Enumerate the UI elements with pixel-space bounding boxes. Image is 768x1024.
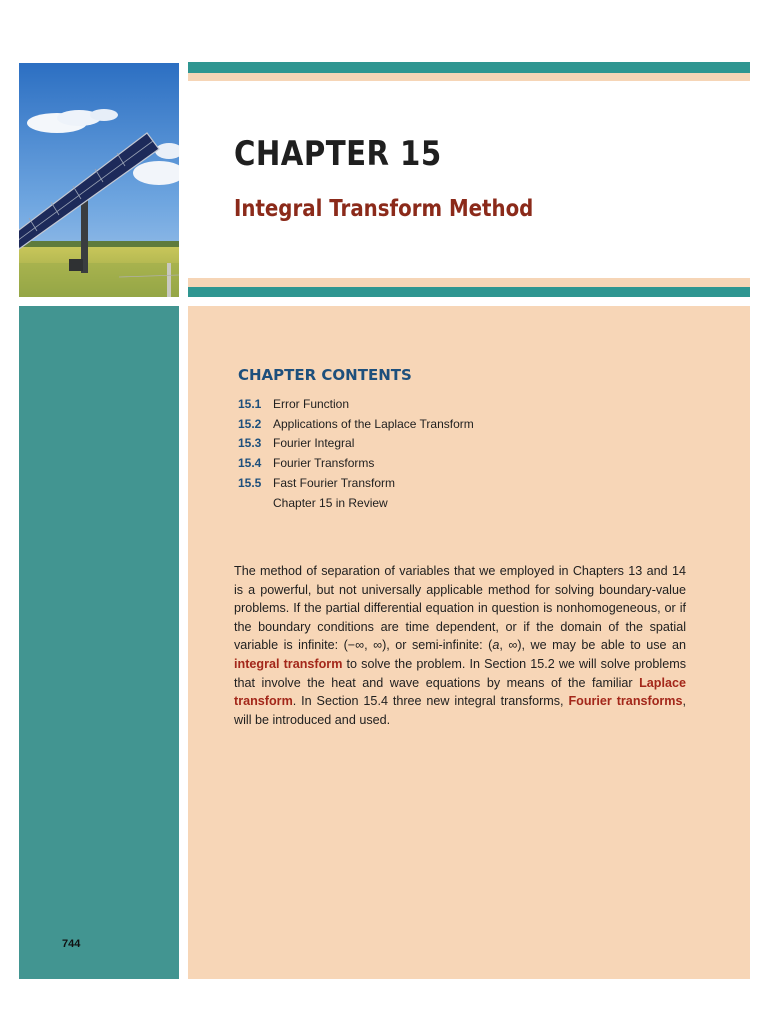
contents-list bbox=[238, 394, 638, 513]
intro-text-3: to solve the problem. In Section 15.2 we will solve problems that involve the heat and wave equations by means of the familiar bbox=[234, 656, 686, 690]
section-title: Error Function bbox=[273, 396, 350, 411]
contents-item[interactable] bbox=[238, 493, 638, 513]
chapter-label: CHAPTER 15 bbox=[234, 134, 442, 174]
contents-heading: CHAPTER CONTENTS bbox=[238, 366, 412, 384]
term-laplace-transform: Laplace transform bbox=[234, 675, 686, 709]
chapter-title: Integral Transform Method bbox=[234, 196, 534, 222]
teal-mid-bar bbox=[188, 287, 750, 297]
section-number: 15.2 bbox=[238, 416, 262, 431]
intro-text-4: . In Section 15.4 three new integral transforms, bbox=[292, 694, 569, 709]
section-number: 15.3 bbox=[238, 436, 262, 451]
peach-mid-strip bbox=[188, 278, 750, 287]
term-fourier-transforms: Fourier transforms bbox=[568, 694, 683, 709]
teal-top-bar bbox=[188, 62, 750, 73]
variable-a: a bbox=[492, 638, 500, 653]
page-number: 744 bbox=[62, 938, 81, 950]
contents-item[interactable] bbox=[238, 453, 638, 473]
section-number: 15.5 bbox=[238, 476, 262, 491]
section-number: 15.4 bbox=[238, 456, 262, 471]
section-number: 15.1 bbox=[238, 396, 262, 411]
intro-paragraph bbox=[234, 562, 686, 729]
section-title: Chapter 15 in Review bbox=[273, 495, 388, 510]
intro-text-5: , will be introduced and used. bbox=[234, 694, 687, 727]
teal-side-panel bbox=[19, 306, 179, 979]
contents-item[interactable] bbox=[238, 394, 638, 414]
section-title: Applications of the Laplace Transform bbox=[273, 416, 474, 431]
chapter-photo bbox=[19, 63, 179, 297]
term-integral-transform: integral transform bbox=[234, 656, 343, 671]
intro-text-1: The method of separation of variables that we employed in Chapters 13 and 14 is a powerful, but not universally applicable method for solving boundary-value problems. If the partial differential equation in question is nonhomogeneous, or if the boundary conditions are time dependent, or if the domain of the spatial variable is infinite: (−∞, ∞), or semi-infinite: ( bbox=[234, 564, 686, 653]
contents-item[interactable] bbox=[238, 414, 638, 434]
intro-text-2: , ∞), we may be able to use an bbox=[499, 638, 687, 653]
contents-item[interactable] bbox=[238, 473, 638, 493]
peach-top-strip bbox=[188, 73, 750, 81]
section-title: Fourier Integral bbox=[273, 436, 355, 451]
contents-item[interactable] bbox=[238, 434, 638, 454]
section-title: Fourier Transforms bbox=[273, 456, 375, 471]
section-title: Fast Fourier Transform bbox=[273, 476, 396, 491]
